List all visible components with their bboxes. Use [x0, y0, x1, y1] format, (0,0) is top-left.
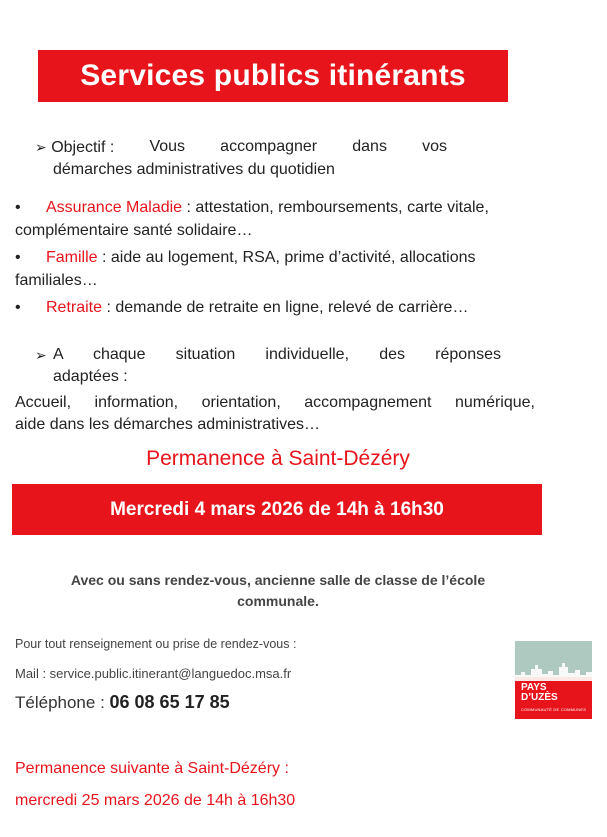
pays-duzes-logo — [515, 641, 592, 719]
location-note — [40, 570, 516, 612]
bullet-text: : aide au logement, RSA, prime d’activité, allocations — [97, 249, 476, 266]
location-line1: Avec ou sans rendez-vous, ancienne salle de classe de l’école — [70, 572, 486, 588]
contact-intro: Pour tout renseignement ou prise de rendez-vous : — [15, 637, 297, 651]
bullet-text-cont: familiales… — [15, 272, 98, 289]
contact-phone — [15, 692, 230, 713]
objectif-word: dans — [352, 138, 387, 155]
bullet-label: Famille — [46, 249, 98, 266]
bullet-famille — [15, 246, 571, 292]
phone-label: Téléphone : — [15, 693, 110, 712]
bullet-label: Retraite — [46, 299, 103, 316]
contact-mail — [15, 666, 291, 681]
situation-section — [35, 344, 501, 388]
bullet-label: Assurance Maladie — [46, 199, 183, 216]
location-line2: communale. — [237, 593, 319, 609]
bullet-text: : attestation, remboursements, carte vitale, — [182, 199, 489, 216]
arrow-icon: ➢ Objectif : — [35, 139, 115, 156]
objectif-word: accompagner — [220, 138, 318, 155]
objectif-line2: démarches administratives du quotidien — [53, 161, 335, 178]
situation-desc — [15, 392, 535, 436]
situation-line1: ➢ A chaque situation individuelle, des réponses — [35, 344, 501, 366]
logo-text: PAYS D’UZÈS — [521, 682, 558, 703]
bullet-text-cont: complémentaire santé solidaire… — [15, 222, 253, 239]
bullet-assurance-maladie — [15, 196, 571, 242]
mail-label: Mail : — [15, 666, 50, 681]
next-permanence-label: Permanence suivante à Saint-Dézéry : — [15, 760, 289, 777]
objectif-section — [35, 136, 447, 181]
objectif-word: Vous — [149, 138, 186, 155]
mail-link[interactable]: service.public.itinerant@languedoc.msa.fr — [49, 666, 292, 681]
situation-desc-line2: aide dans les démarches administratives… — [15, 416, 321, 433]
situation-line2: adaptées : — [53, 368, 128, 385]
bullet-icon: • — [15, 199, 21, 216]
permanence-title: Permanence à Saint-Dézéry — [146, 447, 410, 470]
city-skyline-icon — [515, 663, 592, 681]
phone-number[interactable]: 06 08 65 17 85 — [109, 692, 230, 712]
bullet-icon: • — [15, 299, 21, 316]
arrow-icon: ➢ — [35, 347, 47, 363]
bullet-text: : demande de retraite en ligne, relevé de carrière… — [102, 299, 469, 316]
objectif-word: vos — [422, 138, 447, 155]
next-permanence-date: mercredi 25 mars 2026 de 14h à 16h30 — [15, 792, 296, 809]
bullet-icon: • — [15, 249, 21, 266]
situation-desc-line1: Accueil, information, orientation, accompagnement numérique, — [15, 394, 535, 411]
logo-tagline: COMMUNAUTÉ DE COMMUNES — [521, 707, 587, 712]
objectif-line1 — [35, 136, 447, 159]
permanence-date-banner: Mercredi 4 mars 2026 de 14h à 16h30 — [12, 484, 542, 535]
bullet-retraite — [15, 296, 571, 319]
page-title: Services publics itinérants — [38, 50, 508, 102]
